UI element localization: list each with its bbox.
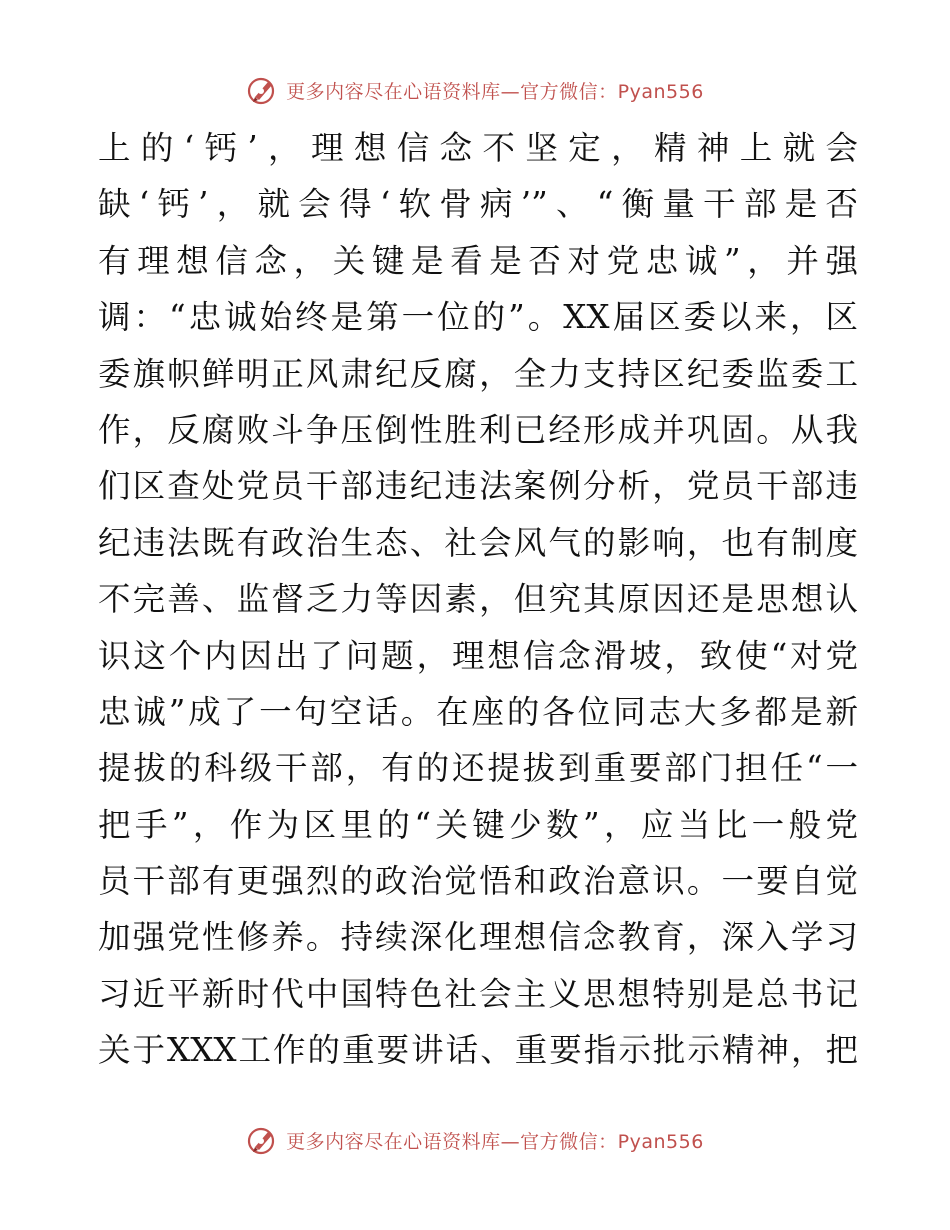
body-line: 把手”，作为区里的“关键少数”，应当比一般党 (98, 805, 858, 844)
body-line: 调：“忠诚始终是第一位的”。XX届区委以来，区 (98, 298, 858, 337)
body-line: 上的‘钙’，理想信念不坚定，精神上就会 (98, 129, 858, 167)
body-line: 识这个内因出了问题，理想信念滑坡，致使“对党 (98, 636, 858, 675)
body-line: 员干部有更强烈的政治觉悟和政治意识。一要自觉 (98, 862, 858, 901)
body-line: 关于XXX工作的重要讲话、重要指示批示精神，把 (98, 1031, 858, 1070)
footer-watermark-text: 更多内容尽在心语资料库—官方微信：Pyan556 (286, 1130, 704, 1153)
body-line: 缺‘钙’，就会得‘软骨病’”、“衡量干部是否 (98, 185, 858, 224)
body-line: 纪违法既有政治生态、社会风气的影响，也有制度 (98, 523, 858, 562)
header-watermark-text: 更多内容尽在心语资料库—官方微信：Pyan556 (286, 80, 704, 103)
body-line: 忠诚”成了一句空话。在座的各位同志大多都是新 (98, 692, 858, 731)
header-watermark (0, 70, 950, 110)
body-line: 习近平新时代中国特色社会主义思想特别是总书记 (98, 974, 858, 1013)
document-body (98, 124, 858, 1083)
body-line: 委旗帜鲜明正风肃纪反腐，全力支持区纪委监委工 (98, 354, 858, 393)
body-line: 作，反腐败斗争压倒性胜利已经形成并巩固。从我 (98, 410, 858, 449)
pen-logo-icon (246, 73, 280, 107)
body-line: 们区查处党员干部违纪违法案例分析，党员干部违 (98, 467, 858, 506)
body-line: 提拔的科级干部，有的还提拔到重要部门担任“一 (98, 749, 858, 788)
body-line: 有理想信念，关键是看是否对党忠诚”，并强 (98, 241, 858, 280)
pen-logo-icon (246, 1123, 280, 1157)
footer-watermark (0, 1120, 950, 1160)
body-line: 不完善、监督乏力等因素，但究其原因还是思想认 (98, 580, 858, 619)
body-line: 加强党性修养。持续深化理想信念教育，深入学习 (98, 918, 858, 957)
